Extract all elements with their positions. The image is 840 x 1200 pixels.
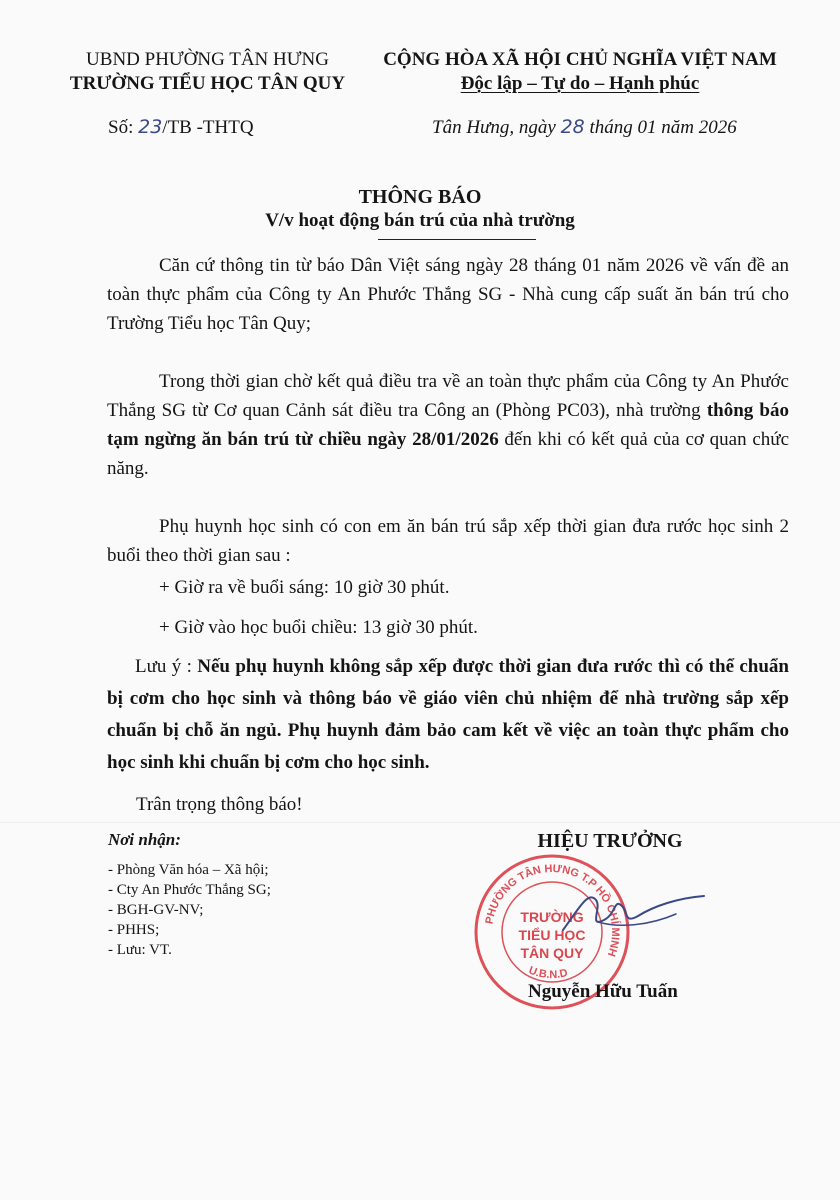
recipient-item: - Lưu: VT. [108, 942, 172, 958]
paragraph-2: Trong thời gian chờ kết quả điều tra về an toàn thực phẩm của Công ty An Phước Thắng SG từ Cơ quan Cảnh sát điều tra Công an (Phòng PC03), nhà trường thông báo tạm ngừng ăn bán trú từ chiều ngày 28/01/2026 đến khi có kết quả của cơ quan chức năng. [107, 371, 790, 479]
national-motto: Độc lập – Tự do – Hạnh phúc [460, 73, 700, 94]
document-number: Số: 23/TB -THTQ [108, 116, 254, 138]
title-rule [378, 239, 536, 240]
seal-line-2: TIỂU HỌC [518, 927, 586, 943]
recipient-item: - Cty An Phước Thắng SG; [108, 882, 271, 898]
document-subtitle: V/v hoạt động bán trú của nhà trường [265, 210, 575, 231]
seal-line-3: TÂN QUY [520, 945, 584, 961]
note-label: Lưu ý : [135, 656, 198, 677]
seal-ring-text: PHƯỜNG TÂN HƯNG T.P HỒ CHÍ MINH [483, 862, 622, 958]
time-afternoon: + Giờ vào học buổi chiều: 13 giờ 30 phút. [159, 617, 478, 638]
signer-title: HIỆU TRƯỞNG [537, 830, 683, 852]
paragraph-3: Phụ huynh học sinh có con em ăn bán trú sắp xếp thời gian đưa rước học sinh 2 buổi theo thời gian sau : [107, 516, 789, 566]
issuer-block [40, 48, 375, 96]
nation-name: CỘNG HÒA XÃ HỘI CHỦ NGHĨA VIỆT NAM [383, 49, 777, 70]
recipient-item: - BGH-GV-NV; [108, 902, 204, 918]
note-paragraph [107, 651, 789, 779]
paragraph-1: Căn cứ thông tin từ báo Dân Việt sáng ngày 28 tháng 01 năm 2026 về vấn đề an toàn thực phẩm của Công ty An Phước Thắng SG - Nhà cung cấp suất ăn bán trú cho Trường Tiểu học Tân Quy; [107, 255, 789, 334]
recipients-list [108, 860, 271, 960]
time-morning: + Giờ ra về buổi sáng: 10 giờ 30 phút. [159, 577, 450, 598]
issuer-parent: UBND PHƯỜNG TÂN HƯNG [86, 49, 329, 70]
signer-name: Nguyễn Hữu Tuấn [528, 981, 678, 1002]
document-date: Tân Hưng, ngày 28 tháng 01 năm 2026 [432, 116, 737, 138]
document-title: THÔNG BÁO [358, 186, 482, 208]
handwritten-signature [558, 880, 708, 940]
recipients-label: Nơi nhận: [108, 830, 181, 849]
handwritten-day: 28 [560, 116, 585, 138]
seal-line-1: TRƯỜNG [520, 909, 584, 925]
recipient-item: - PHHS; [108, 922, 160, 938]
seal-bottom-text: U.B.N.D [526, 964, 569, 982]
issuer-name: TRƯỜNG TIỂU HỌC TÂN QUY [69, 73, 346, 94]
note-text: Nếu phụ huynh không sắp xếp được thời gian đưa rước thì có thể chuẩn bị cơm cho học sinh và thông báo về giáo viên chủ nhiệm để nhà trường sắp xếp chuẩn bị chỗ ăn ngủ. Phụ huynh đảm bảo cam kết về việc an toàn thực phẩm cho học sinh khi chuẩn bị cơm cho học sinh. [107, 656, 790, 773]
suspension-notice: thông báo tạm ngừng ăn bán trú từ chiều ngày 28/01/2026 [107, 400, 789, 450]
national-heading [365, 48, 795, 96]
closing-line: Trân trọng thông báo! [136, 794, 303, 815]
handwritten-number: 23 [138, 116, 163, 138]
recipient-item: - Phòng Văn hóa – Xã hội; [108, 862, 269, 878]
scan-crease [0, 822, 840, 823]
